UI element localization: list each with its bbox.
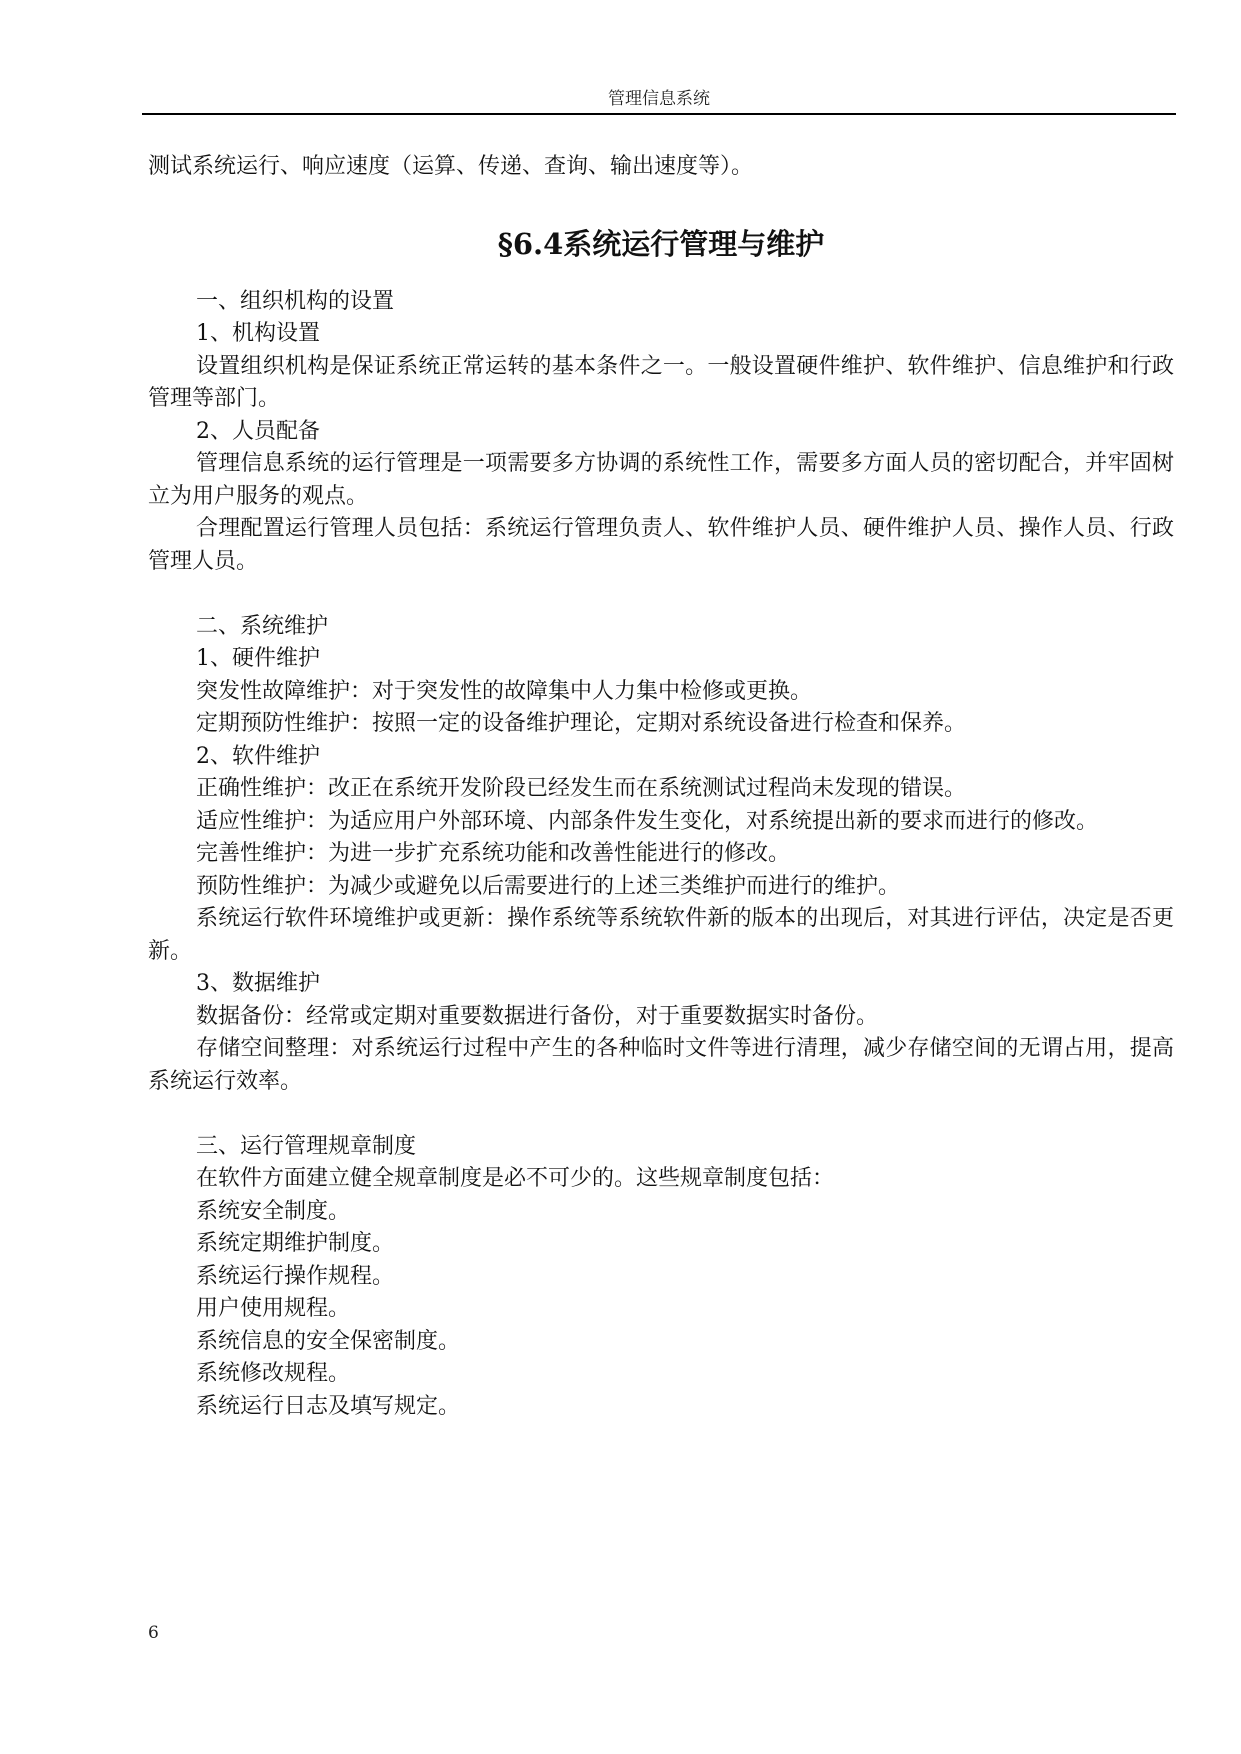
rule-item: 系统安全制度。 [196,1198,351,1224]
page-number: 6 [148,1623,159,1643]
rule-item: 系统定期维护制度。 [196,1231,395,1256]
rule-item: 系统运行日志及填写规定。 [196,1393,461,1419]
part2-heading: 二、系统维护 [196,613,329,639]
hardware-heading: 1、硬件维护 [196,646,320,671]
page-body [148,151,1174,1423]
part1-sub2-paragraph-2: 合理配置运行管理人员包括：系统运行管理负责人、软件维护人员、硬件维护人员、操作人员、行政管理人员。 [148,516,1174,574]
running-header-title: 管理信息系统 [608,89,710,109]
part3-heading: 三、运行管理规章制度 [196,1133,417,1159]
part1-sub2-heading: 2、人员配备 [196,418,320,444]
part1-sub2-paragraph-1: 管理信息系统的运行管理是一项需要多方协调的系统性工作，需要多方面人员的密切配合，并牢固树立为用户服务的观点。 [148,451,1174,509]
software-item: 预防性维护：为减少或避免以后需要进行的上述三类维护而进行的维护。 [196,873,901,899]
intro-line: 测试系统运行、响应速度（运算、传递、查询、输出速度等）。 [148,154,754,179]
rule-item: 系统信息的安全保密制度。 [196,1328,461,1354]
paragraph-spacer [148,1098,1174,1131]
hardware-item: 定期预防性维护：按照一定的设备维护理论，定期对系统设备进行检查和保养。 [196,711,967,736]
software-item: 适应性维护：为适应用户外部环境、内部条件发生变化，对系统提出新的要求而进行的修改。 [196,808,1099,834]
section-title: §6.4系统运行管理与维护 [497,226,825,261]
data-item: 数据备份：经常或定期对重要数据进行备份，对于重要数据实时备份。 [196,1003,879,1029]
header-rule [142,113,1176,115]
software-heading: 2、软件维护 [196,743,320,769]
rule-item: 系统运行操作规程。 [196,1263,395,1289]
paragraph-spacer [148,578,1174,611]
software-item: 完善性维护：为进一步扩充系统功能和改善性能进行的修改。 [196,841,791,866]
data-item: 存储空间整理：对系统运行过程中产生的各种临时文件等进行清理，减少存储空间的无谓占用，提高系统运行效率。 [148,1036,1174,1094]
data-heading: 3、数据维护 [196,971,320,996]
part1-sub1-heading: 1、机构设置 [196,321,320,346]
software-item: 系统运行软件环境维护或更新：操作系统等系统软件新的版本的出现后，对其进行评估，决定是否更新。 [148,906,1174,964]
part3-intro: 在软件方面建立健全规章制度是必不可少的。这些规章制度包括： [196,1166,835,1191]
rule-item: 系统修改规程。 [196,1361,351,1386]
hardware-item: 突发性故障维护：对于突发性的故障集中人力集中检修或更换。 [196,678,813,704]
rule-item: 用户使用规程。 [196,1296,351,1321]
part1-sub1-paragraph: 设置组织机构是保证系统正常运转的基本条件之一。一般设置硬件维护、软件维护、信息维护和行政管理等部门。 [148,353,1174,411]
part1-heading: 一、组织机构的设置 [196,288,395,314]
software-item: 正确性维护：改正在系统开发阶段已经发生而在系统测试过程尚未发现的错误。 [196,776,967,801]
